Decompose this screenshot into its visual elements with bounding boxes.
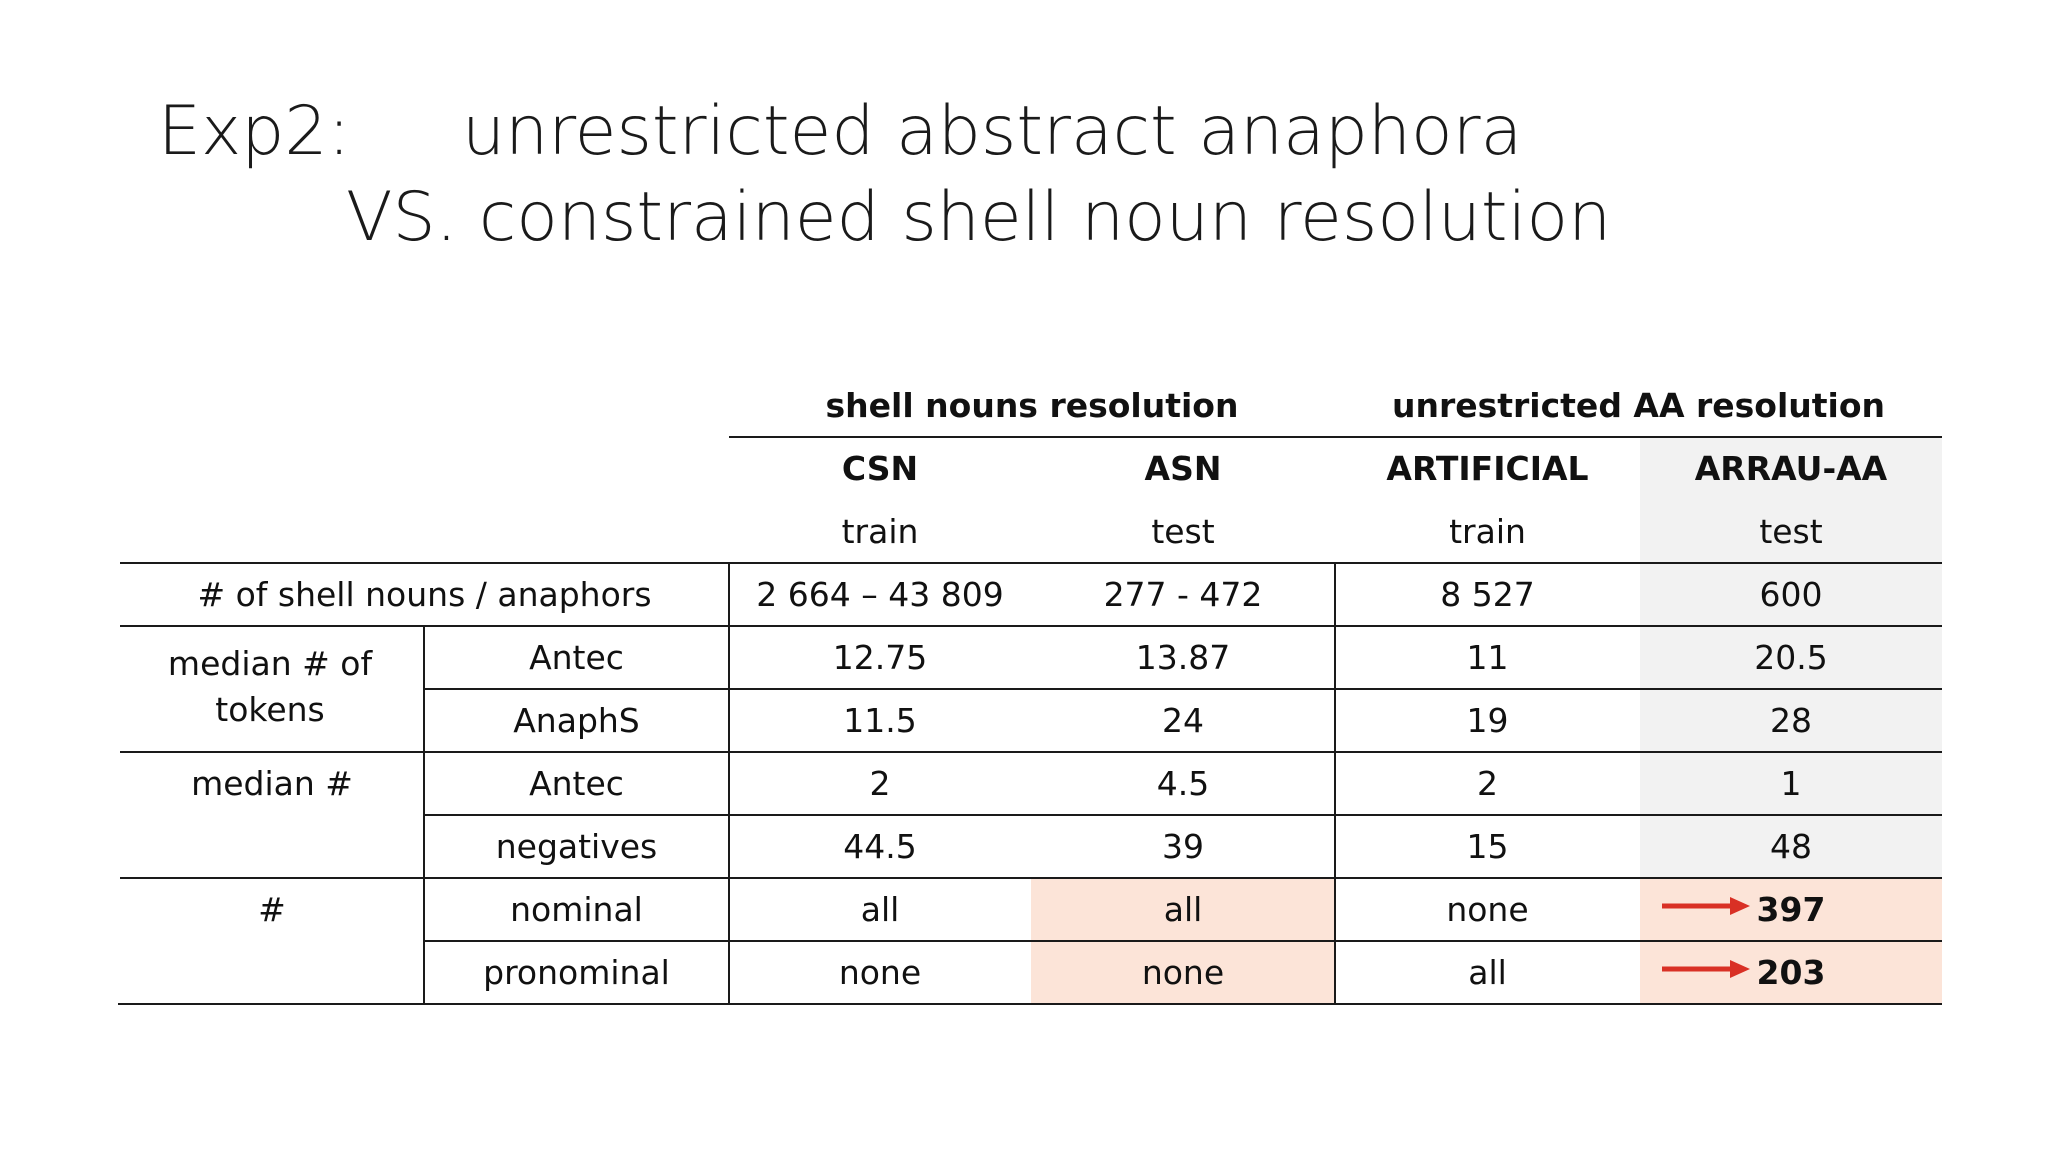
vrule-label-split (423, 625, 425, 1005)
sub-label-anaphs: AnaphS (513, 701, 640, 740)
cell-tokens-anaphs-csn: 11.5 (843, 701, 917, 740)
cell-nominal-csn: all (860, 890, 900, 929)
rule-under-group-headers (729, 436, 1942, 438)
rule-row-1 (120, 625, 1942, 627)
row-label-count: # (258, 890, 286, 929)
cell-negatives-artificial: 15 (1466, 827, 1509, 866)
sub-label-antec-tokens: Antec (529, 638, 624, 677)
cell-count-antec-csn: 2 (869, 764, 891, 803)
cell-tokens-anaphs-arrau: 28 (1770, 701, 1812, 740)
arrow-right-icon (1660, 891, 1752, 921)
cell-tokens-anaphs-asn: 24 (1162, 701, 1204, 740)
cell-tokens-anaphs-artificial: 19 (1466, 701, 1509, 740)
cell-shell-nouns-asn: 277 - 472 (1103, 575, 1263, 614)
dataset-arrau-aa: ARRAU-AA (1694, 449, 1888, 488)
cell-nominal-artificial: none (1446, 890, 1529, 929)
sub-label-nominal: nominal (510, 890, 643, 929)
cell-shell-nouns-csn: 2 664 – 43 809 (756, 575, 1004, 614)
rule-row-3 (120, 751, 1942, 753)
split-csn: train (841, 512, 919, 551)
sub-label-antec-count: Antec (529, 764, 624, 803)
cell-count-antec-asn: 4.5 (1156, 764, 1210, 803)
cell-pronominal-asn: none (1141, 953, 1225, 992)
dataset-artificial: ARTIFICIAL (1386, 449, 1589, 488)
cell-tokens-antec-csn: 12.75 (832, 638, 928, 677)
cell-nominal-asn: all (1163, 890, 1203, 929)
cell-count-antec-arrau: 1 (1780, 764, 1802, 803)
cell-tokens-antec-arrau: 20.5 (1754, 638, 1828, 677)
arrow-right-icon (1660, 954, 1752, 984)
cell-count-antec-artificial: 2 (1477, 764, 1498, 803)
group-header-shell-nouns: shell nouns resolution (825, 386, 1239, 425)
dataset-asn: ASN (1144, 449, 1222, 488)
title-line-2: VS. constrained shell noun resolution (346, 178, 1612, 257)
split-arrau: test (1759, 512, 1823, 551)
vrule-group-split (1334, 562, 1336, 1005)
cell-tokens-antec-artificial: 11 (1466, 638, 1509, 677)
row-label-median-tokens: median # of tokens (167, 644, 373, 729)
title-line-1: unrestricted abstract anaphora (462, 92, 1523, 171)
row-label-shell-nouns: # of shell nouns / anaphors (197, 575, 652, 614)
rule-row-5 (120, 877, 1942, 879)
row-label-median-count: median # (191, 764, 353, 803)
sub-label-pronominal: pronominal (483, 953, 670, 992)
sub-label-negatives: negatives (495, 827, 658, 866)
cell-negatives-csn: 44.5 (843, 827, 917, 866)
rule-row-4 (424, 814, 1942, 816)
cell-pronominal-arrau: 203 (1756, 953, 1826, 992)
cell-negatives-asn: 39 (1162, 827, 1204, 866)
cell-nominal-arrau: 397 (1756, 890, 1826, 929)
rule-row-6 (424, 940, 1942, 942)
group-header-unrestricted: unrestricted AA resolution (1391, 386, 1886, 425)
cell-pronominal-csn: none (838, 953, 922, 992)
rule-row-2 (424, 688, 1942, 690)
cell-shell-nouns-arrau: 600 (1759, 575, 1823, 614)
split-artificial: train (1449, 512, 1526, 551)
rule-bottom (118, 1003, 1942, 1005)
dataset-csn: CSN (841, 449, 919, 488)
cell-pronominal-artificial: all (1468, 953, 1507, 992)
rule-header-bottom (120, 562, 1942, 564)
title-prefix: Exp2: (158, 92, 351, 171)
cell-negatives-arrau: 48 (1770, 827, 1812, 866)
cell-shell-nouns-artificial: 8 527 (1440, 575, 1535, 614)
split-asn: test (1151, 512, 1215, 551)
vrule-data-start (728, 562, 730, 1005)
cell-tokens-antec-asn: 13.87 (1135, 638, 1231, 677)
